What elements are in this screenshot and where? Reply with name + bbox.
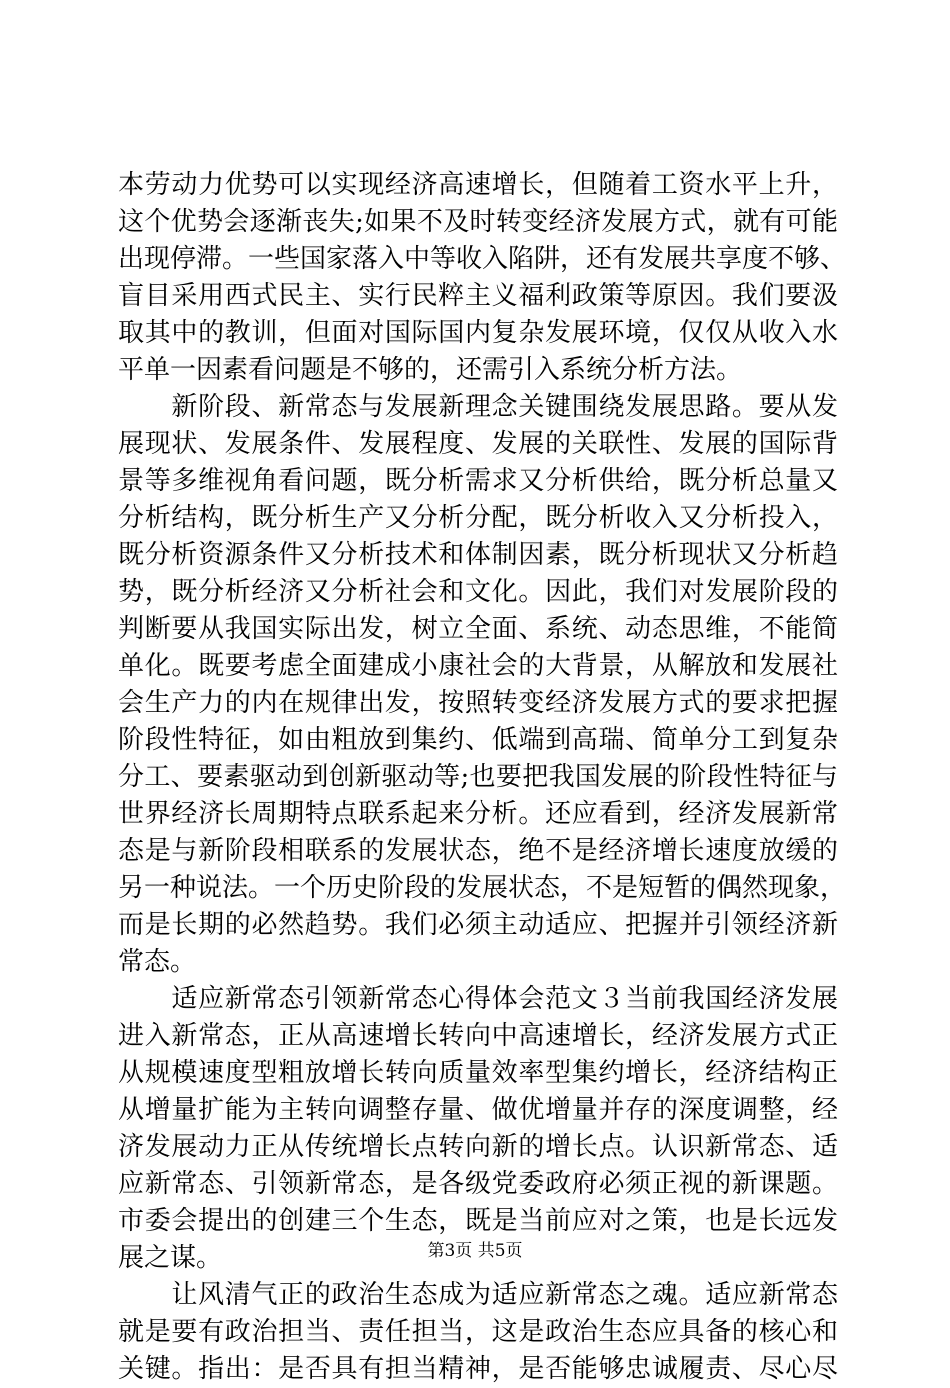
text-line: 阶段性特征，如由粗放到集约、低端到高瑞、简单分工到复杂	[118, 725, 838, 755]
text-line: 既分析资源条件又分析技术和体制因素，既分析现状又分析趋	[118, 540, 838, 570]
text-line: 济发展动力正从传统增长点转向新的增长点。认识新常态、适	[118, 1132, 838, 1162]
text-line: 景等多维视角看问题，既分析需求又分析供给，既分析总量又	[118, 466, 838, 496]
text-line: 盲目采用西式民主、实行民粹主义福利政策等原因。我们要汲	[118, 281, 838, 311]
text-line: 会生产力的内在规律出发，按照转变经济发展方式的要求把握	[118, 688, 838, 718]
text-line: 势，既分析经济又分析社会和文化。因此，我们对发展阶段的	[118, 577, 838, 607]
text-line: 出现停滞。一些国家落入中等收入陷阱，还有发展共享度不够、	[118, 244, 847, 274]
text-line: 取其中的教训，但面对国际国内复杂发展环境，仅仅从收入水	[118, 318, 838, 348]
body-text	[118, 167, 847, 1388]
text-line: 常态。	[118, 947, 197, 977]
text-line: 展之谋。	[118, 1243, 223, 1273]
text-line: 单化。既要考虑全面建成小康社会的大背景，从解放和发展社	[118, 651, 838, 681]
text-line: 本劳动力优势可以实现经济高速增长，但随着工资水平上升，	[118, 170, 838, 200]
text-line: 分工、要素驱动到创新驱动等;也要把我国发展的阶段性特征与	[118, 762, 838, 792]
text-line: 世界经济长周期特点联系起来分析。还应看到，经济发展新常	[118, 799, 838, 829]
text-line: 从增量扩能为主转向调整存量、做优增量并存的深度调整，经	[118, 1095, 838, 1125]
text-line: 就是要有政治担当、责任担当，这是政治生态应具备的核心和	[118, 1317, 838, 1347]
text-line: 平单一因素看问题是不够的，还需引入系统分析方法。	[118, 355, 743, 385]
text-line: 态是与新阶段相联系的发展状态，绝不是经济增长速度放缓的	[118, 836, 838, 866]
text-line: 进入新常态，正从高速增长转向中高速增长，经济发展方式正	[118, 1021, 838, 1051]
text-line: 而是长期的必然趋势。我们必须主动适应、把握并引领经济新	[118, 910, 838, 940]
text-line: 让风清气正的政治生态成为适应新常态之魂。适应新常态	[118, 1280, 838, 1310]
text-line: 另一种说法。一个历史阶段的发展状态，不是短暂的偶然现象，	[118, 873, 847, 903]
text-line: 判断要从我国实际出发，树立全面、系统、动态思维，不能简	[118, 614, 838, 644]
paragraph	[118, 167, 847, 389]
paragraph	[118, 1277, 838, 1388]
text-line: 关键。指出：是否具有担当精神，是否能够忠诚履责、尽心尽	[118, 1354, 838, 1384]
text-line: 新阶段、新常态与发展新理念关键围绕发展思路。要从发	[118, 392, 838, 422]
paragraph	[118, 981, 838, 1277]
text-line: 展现状、发展条件、发展程度、发展的关联性、发展的国际背	[118, 429, 838, 459]
text-line: 市委会提出的创建三个生态，既是当前应对之策，也是长远发	[118, 1206, 838, 1236]
paragraph	[118, 389, 847, 981]
text-line: 从规模速度型粗放增长转向质量效率型集约增长，经济结构正	[118, 1058, 838, 1088]
page-footer: 第3页 共5页	[427, 1241, 523, 1261]
text-line: 适应新常态引领新常态心得体会范文３当前我国经济发展	[118, 984, 838, 1014]
text-line: 分析结构，既分析生产又分析分配，既分析收入又分析投入，	[118, 503, 838, 533]
text-line: 应新常态、引领新常态，是各级党委政府必须正视的新课题。	[118, 1169, 838, 1199]
text-line: 这个优势会逐渐丧失;如果不及时转变经济发展方式，就有可能	[118, 207, 838, 237]
